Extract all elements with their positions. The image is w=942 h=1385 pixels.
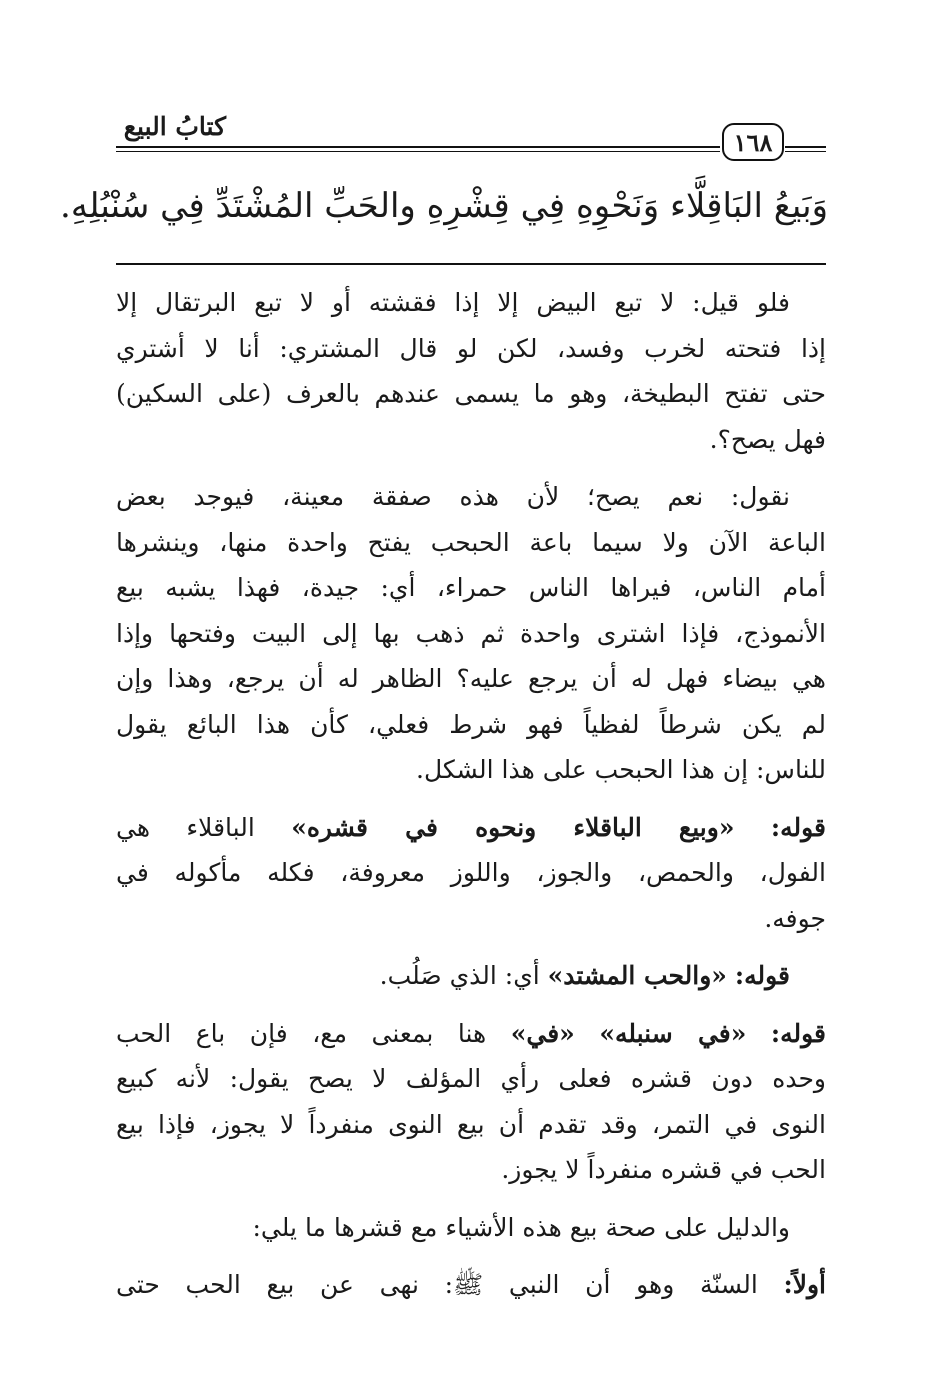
matn-quote: «وبيع الباقلاء ونحوه في قشره» [291,812,735,842]
paragraph-question [116,280,826,462]
header-rule [785,151,826,152]
text-line: فهل يصح؟. [709,424,826,454]
qawluhu-label: قوله: [770,1018,827,1048]
text-line: للناس: إن هذا الحبحب على هذا الشكل. [416,755,826,784]
header-rule [785,146,826,148]
text-line [116,1262,826,1308]
awwalan-label: أولاً: [783,1270,826,1299]
text-line: الأنموذج، فإذا اشترى واحدة ثم ذهب بها إلى البيت وفتحها وإذا [116,618,826,648]
paragraph-hab [116,953,826,999]
text-line [116,1011,826,1057]
text-line: والدليل على صحة بيع هذه الأشياء مع قشرها ما يلي: [252,1212,790,1242]
text-run: أي: الذي صَلُب. [379,961,548,990]
text-line: جوفه. [764,903,826,933]
text-line [116,805,826,851]
text-line: حتى تفتح البطيخة، وهو ما يسمى عندهم بالعرف (على السكين) [116,379,826,408]
page-number: ١٦٨ [722,123,784,161]
paragraph-evidence [116,1205,826,1251]
text-line: الباعة الآن ولا سيما باعة الحبحب يفتح واحدة منها، وينشرها [116,527,826,557]
matn-quote: «في» [510,1018,575,1048]
paragraph-answer [116,474,826,793]
text-line: فلو قيل: لا تبع البيض إلا إذا فقشته أو لا تبع البرتقال إلا [116,288,790,317]
text-line: هي بيضاء فهل له أن يرجع عليه؟ الظاهر له أن يرجع، وهذا وإن [116,664,826,693]
text-line: الفول، والحمص، والجوز، واللوز معروفة، فكله مأكوله في [116,858,826,887]
text-run: هنا بمعنى مع، فإن باع الحب [116,1018,511,1048]
header-rule [116,146,720,148]
text-line [116,953,826,999]
text-line: الحب في قشره منفرداً لا يجوز. [501,1155,826,1184]
paragraph-first [116,1262,826,1308]
paragraph-sunbul [116,1011,826,1193]
matn-quote: «في سنبله» [599,1018,747,1048]
text-line: نقول: نعم يصح؛ لأن هذه صفقة معينة، فيوجد بعض [116,482,790,511]
commentary-body [116,280,826,1320]
qawluhu-label: قوله: [734,961,790,990]
running-header-title: كتابُ البيع [123,112,226,141]
text-line: أمام الناس، فيراها الناس حمراء، أي: جيدة، فهذا يشبه بيع [116,573,826,602]
matn-quote: «والحب المشتد» [547,961,727,990]
separator-rule [116,263,826,265]
paragraph-baqilla [116,805,826,942]
matn-text: وَبَيعُ البَاقِلَّاء وَنَحْوِهِ فِي قِشْرِهِ والحَبِّ المُشْتَدِّ فِي سُنْبُلِهِ. [60,186,828,226]
header-rule [116,151,720,152]
qawluhu-label: قوله: [770,812,826,842]
text-run: السنّة وهو أن النبي ﷺ: نهى عن بيع الحب حتى [116,1270,784,1299]
text-line: لم يكن شرطاً لفظياً فهو شرط فعلي، كأن هذا البائع يقول [116,709,826,739]
text-run: الباقلاء هي [116,812,292,842]
text-line: النوى في التمر، وقد تقدم أن بيع النوى منفرداً لا يجوز، فإذا بيع [116,1109,826,1139]
text-line: وحده دون قشره فعلى رأي المؤلف لا يصح يقول: لأنه كبيع [116,1064,826,1093]
text-line: إذا فتحته لخرب وفسد، لكن لو قال المشتري: أنا لا أشتري [116,333,826,363]
